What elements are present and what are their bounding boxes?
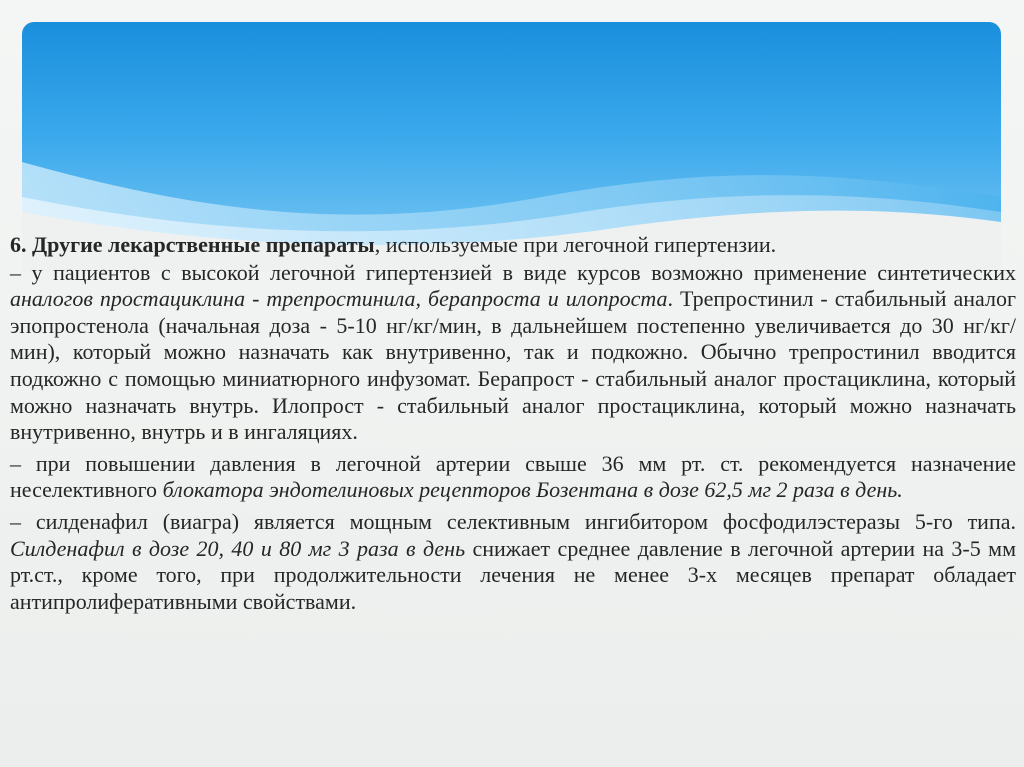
paragraph-text: снижает среднее давление в легочной артерии на 3-5 мм рт.ст., кроме того, при продолжительности лечения не менее 3-х месяцев препарат обладает антипролиферативными свойствами. [10, 535, 1016, 614]
paragraph-text: – у пациентов с высокой легочной гипертензией в виде курсов возможно применение синтетических [10, 259, 1016, 285]
paragraph-text: . Трепростинил - стабильный аналог эпопростенола (начальная доза - 5-10 нг/кг/мин, в дальнейшем постепенно увеличивается до 30 нг/кг/мин), который можно назначать как внутривенно, так и подкожно. Обычно трепростинил вводится подкожно с помощью миниатюрного инфузомат. Берапрост - стабильный аналог простациклина, который можно назначать внутрь. Илопрост - стабильный аналог простациклина, который можно назначать внутривенно, внутрь и в ингаляциях. [10, 286, 1016, 445]
paragraph-prostacyclin [10, 260, 1016, 446]
heading-rest: , используемые при легочной гипертензии. [374, 232, 777, 257]
paragraph-text: – силденафил (виагра) является мощным селективным ингибитором фосфодилэстеразы 5-го типа. [10, 508, 1016, 534]
heading-bold: Другие лекарственные препараты [32, 232, 375, 257]
paragraph-italic: Силденафил в дозе 20, 40 и 80 мг 3 раза в день [10, 535, 466, 561]
paragraph-bosentan [10, 451, 1016, 504]
paragraph-italic: блокатора эндотелиновых рецепторов Бозентана в дозе 62,5 мг 2 раза в день. [162, 477, 903, 503]
paragraph-sildenafil [10, 509, 1016, 615]
paragraph-italic: аналогов простациклина - трепростинила, берапроста и илопроста [10, 286, 668, 312]
slide-body [10, 232, 1016, 620]
heading-line [10, 232, 1016, 259]
paragraph-text: – при повышении давления в легочной артерии свыше 36 мм рт. ст. рекомендуется назначение неселективного [10, 450, 1016, 503]
heading-number: 6. [10, 232, 27, 257]
